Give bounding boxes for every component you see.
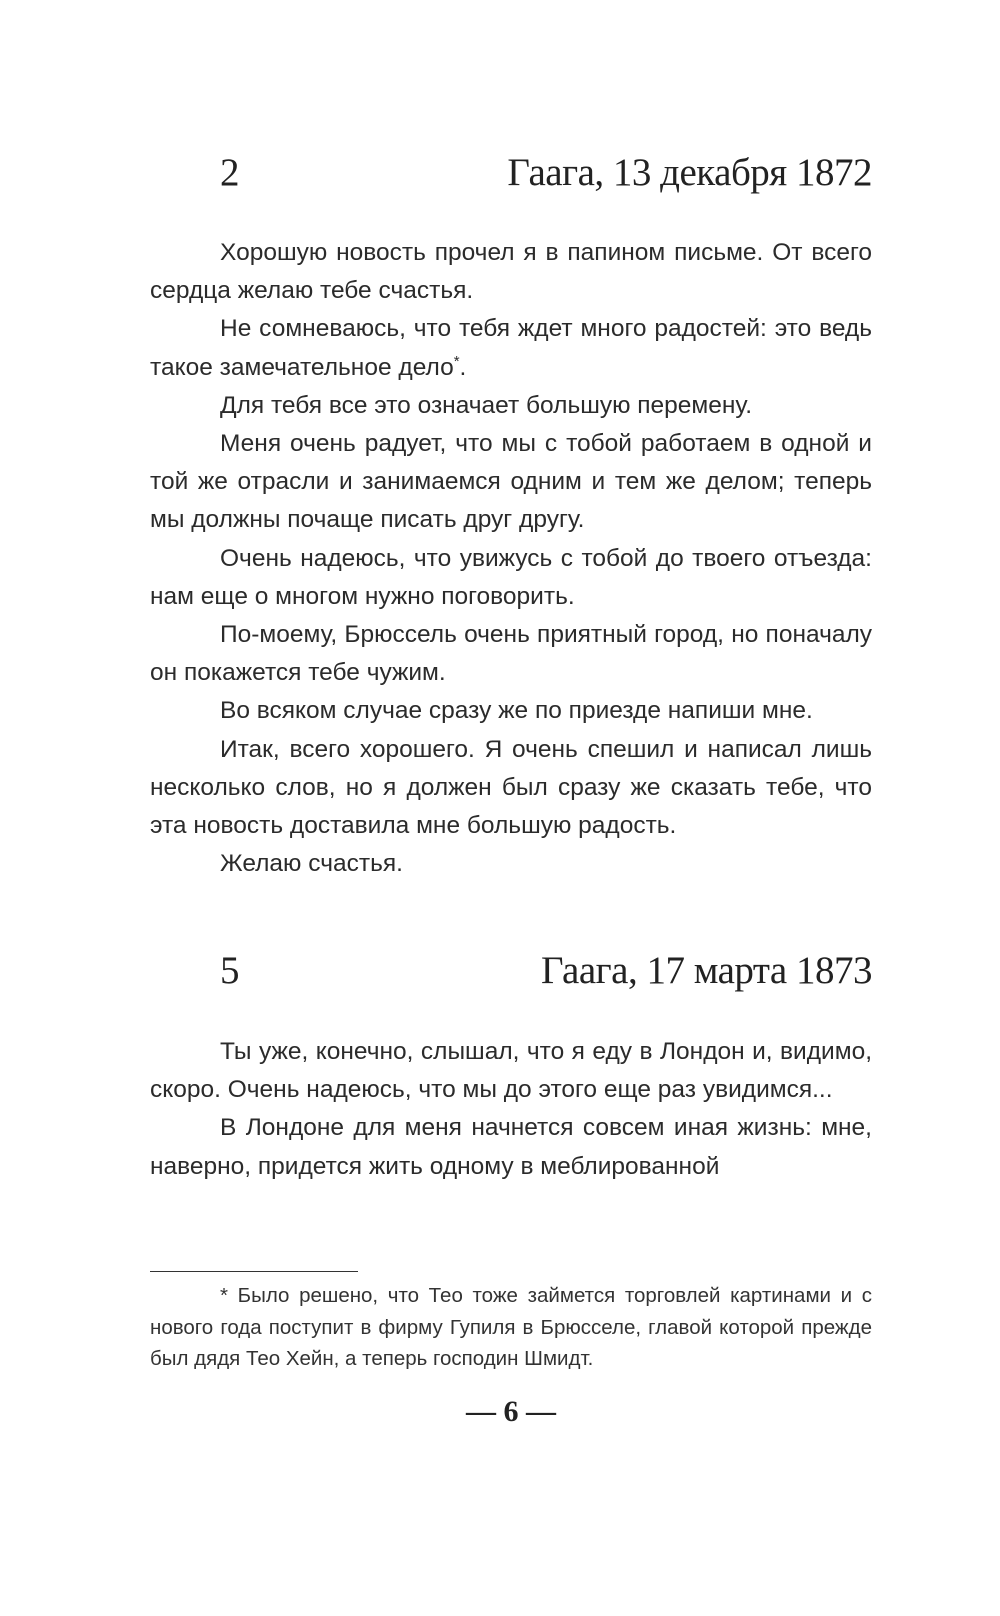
page-number: — 6 — [466,1395,556,1428]
letter-number: 2 [220,151,239,194]
paragraph: Ты уже, конечно, слышал, что я еду в Лондон и, видимо, скоро. Очень надеюсь, что мы до этого еще раз увидимся... [150,1038,872,1104]
paragraph: Хорошую новость прочел я в папином письме. От всего сердца желаю тебе счастья. [150,239,872,305]
footnote-marker: * [453,352,460,370]
letter-place-date: Гаага, 17 марта 1873 [540,949,872,992]
letter-header-2 [150,150,872,195]
paragraph: Для тебя все это означает большую перемену. [220,391,753,419]
paragraph: Не сомневаюсь, что тебя ждет много радостей: это ведь такое замечательное дело*. [150,315,872,381]
paragraph: Желаю счастья. [220,850,403,878]
footnote-divider [150,1271,358,1272]
paragraph: Очень надеюсь, что увижусь с тобой до твоего отъезда: нам еще о многом нужно поговорить. [150,544,872,610]
paragraph: В Лондоне для меня начнется совсем иная жизнь: мне, наверно, придется жить одному в меблированной [150,1114,872,1180]
letter-place-date: Гаага, 13 декабря 1872 [507,151,872,194]
paragraph: Итак, всего хорошего. Я очень спешил и написал лишь несколько слов, но я должен был сразу же сказать тебе, что эта новость доставила мне большую радость. [150,735,872,840]
letter-number: 5 [220,949,239,992]
paragraph: Меня очень радует, что мы с тобой работаем в одной и той же отрасли и занимаемся одним и тем же делом; теперь мы должны почаще писать друг другу. [150,430,872,534]
footnote: * Было решено, что Тео тоже займется торговлей картинами и с нового года поступит в фирму Гупиля в Брюсселе, главой которой прежде был дядя Тео Хейн, а теперь господин Шмидт. [150,1284,872,1370]
paragraph: По-моему, Брюссель очень приятный город, но поначалу он покажется тебе чужим. [150,621,872,687]
book-page [150,0,872,1616]
letter-header-5 [150,948,872,993]
letter-body-5 [150,1033,872,1186]
letter-body-2 [150,234,872,883]
paragraph: Во всяком случае сразу же по приезде напиши мне. [220,697,813,725]
